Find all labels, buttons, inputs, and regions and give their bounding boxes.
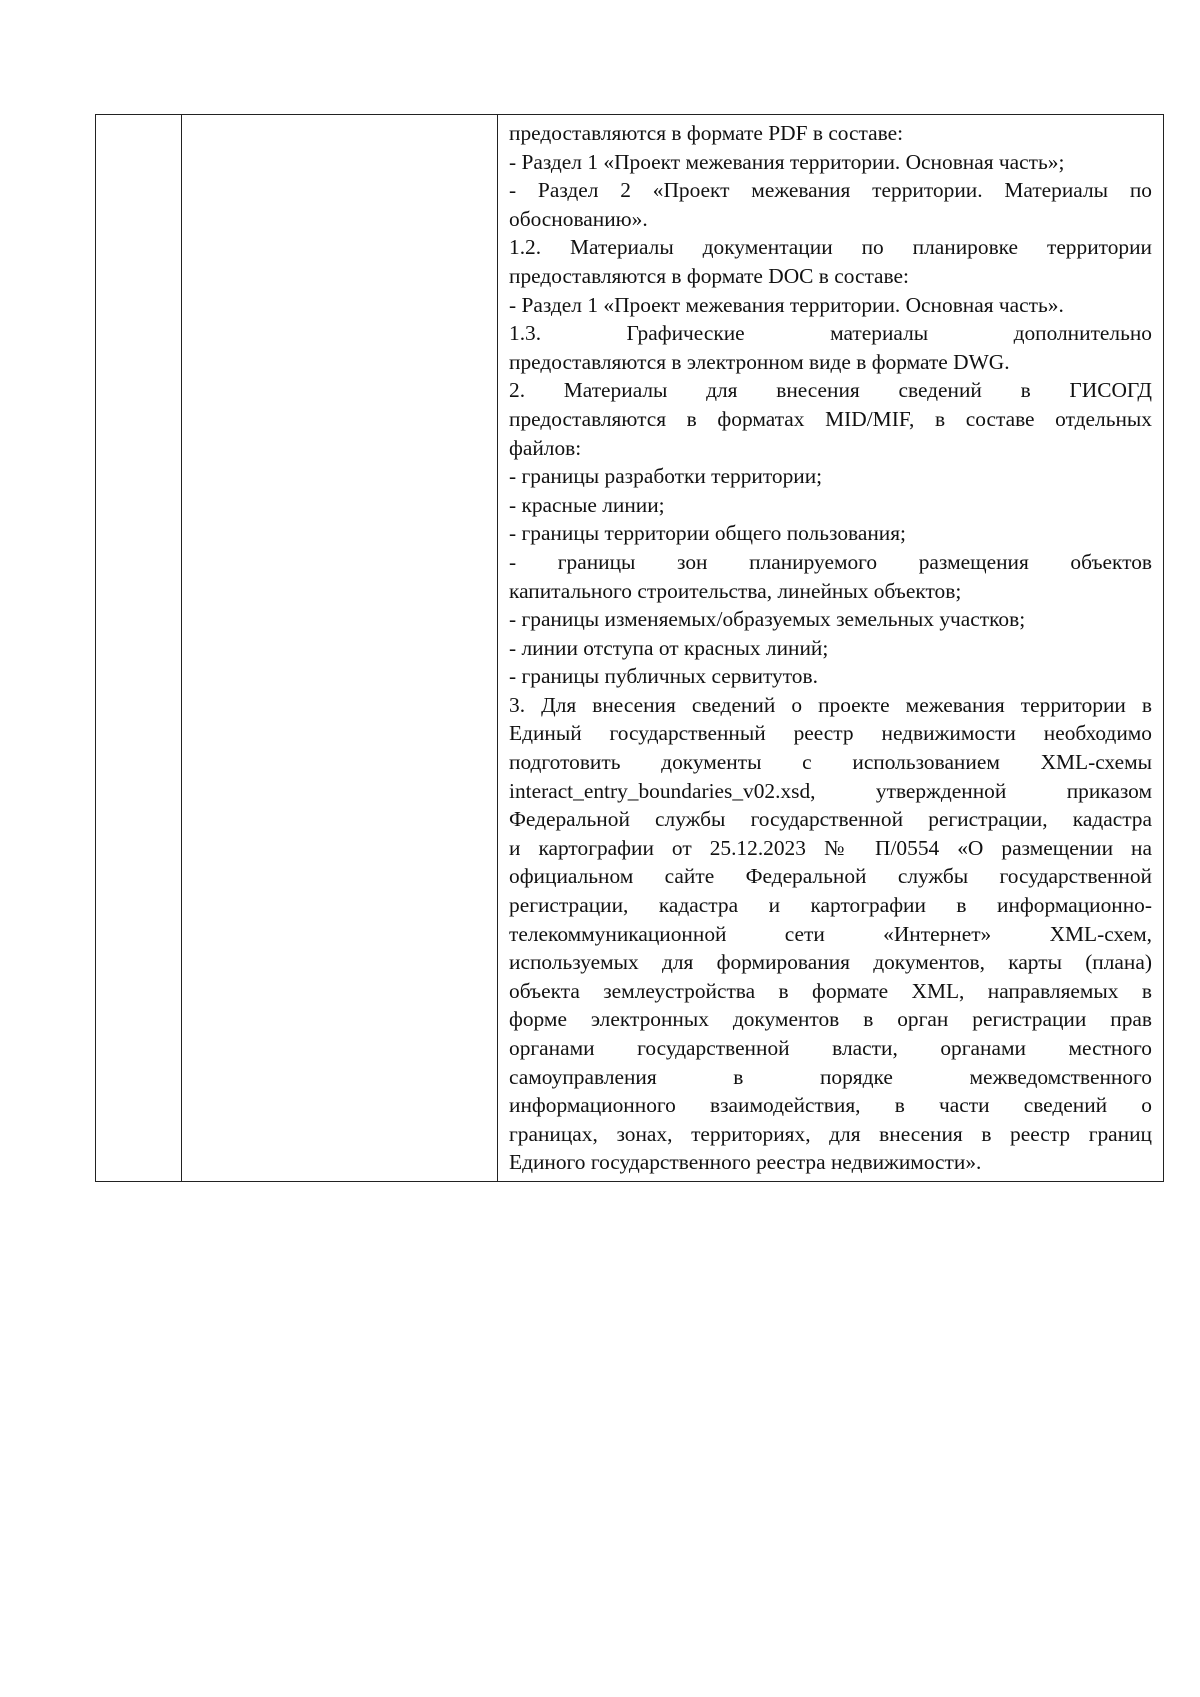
table-row (96, 115, 1164, 1182)
content-line: регистрации, кадастра и картографии в информационно- (509, 893, 1152, 918)
content-line: - границы территории общего пользования; (509, 521, 907, 546)
content-line: самоуправления в порядке межведомственного (509, 1064, 1152, 1089)
content-line: Единого государственного реестра недвижимости». (509, 1150, 982, 1175)
content-line: предоставляются в форматах MID/MIF, в составе отдельных (509, 406, 1152, 431)
content-line: файлов: (509, 435, 582, 460)
content-line: предоставляются в электронном виде в формате DWG. (509, 349, 1010, 374)
content-line: - линии отступа от красных линий; (509, 635, 829, 660)
content-line: Единый государственный реестр недвижимости необходимо (509, 721, 1152, 746)
content-line: - Раздел 1 «Проект межевания территории. Основная часть». (509, 292, 1064, 317)
content-line: используемых для формирования документов, карты (плана) (509, 950, 1152, 975)
content-line: обоснованию». (509, 206, 648, 231)
content-line: предоставляются в формате DOC в составе: (509, 263, 909, 288)
content-line: 3. Для внесения сведений о проекте межевания территории в (509, 692, 1152, 717)
table-cell-number (96, 115, 182, 1182)
content-line: предоставляются в формате PDF в составе: (509, 121, 904, 145)
cell-number-text (96, 115, 181, 123)
content-line: подготовить документы с использованием XML-схемы (509, 750, 1152, 775)
content-line: капитального строительства, линейных объектов; (509, 578, 962, 603)
content-line: - границы публичных сервитутов. (509, 664, 818, 689)
content-line: - границы зон планируемого размещения объектов (509, 549, 1152, 574)
content-line: форме электронных документов в орган регистрации прав (509, 1007, 1152, 1032)
content-line: - красные линии; (509, 492, 665, 517)
content-line: 2. Материалы для внесения сведений в ГИСОГД (509, 378, 1152, 403)
document-table (95, 114, 1164, 1182)
content-line: - границы разработки территории; (509, 464, 823, 489)
table-cell-title (182, 115, 498, 1182)
content-line: и картографии от 25.12.2023 № П/0554 «О размещении на (509, 835, 1152, 860)
content-line: информационного взаимодействия, в части сведений о (509, 1093, 1152, 1118)
content-line: органами государственной власти, органами местного (509, 1036, 1152, 1060)
content-line: - границы изменяемых/образуемых земельных участков; (509, 607, 1026, 632)
content-line: официальном сайте Федеральной службы государственной (509, 864, 1152, 889)
cell-title-text (182, 115, 497, 123)
content-line: 1.3. Графические материалы дополнительно (509, 321, 1152, 346)
content-line: объекта землеустройства в формате XML, направляемых в (509, 978, 1152, 1003)
content-line: - Раздел 1 «Проект межевания территории. Основная часть»; (509, 149, 1065, 174)
content-line: границах, зонах, территориях, для внесения в реестр границ (509, 1121, 1152, 1146)
content-line: interact_entry_boundaries_v02.xsd, утвержденной приказом (509, 778, 1152, 803)
table-cell-content (498, 115, 1164, 1182)
content-line: 1.2. Материалы документации по планировке территории (509, 235, 1152, 260)
content-line: - Раздел 2 «Проект межевания территории. Материалы по (509, 178, 1152, 203)
cell-content-text (498, 115, 1163, 1181)
content-line: телекоммуникационной сети «Интернет» XML-схем, (509, 921, 1152, 946)
content-line: Федеральной службы государственной регистрации, кадастра (509, 807, 1152, 832)
